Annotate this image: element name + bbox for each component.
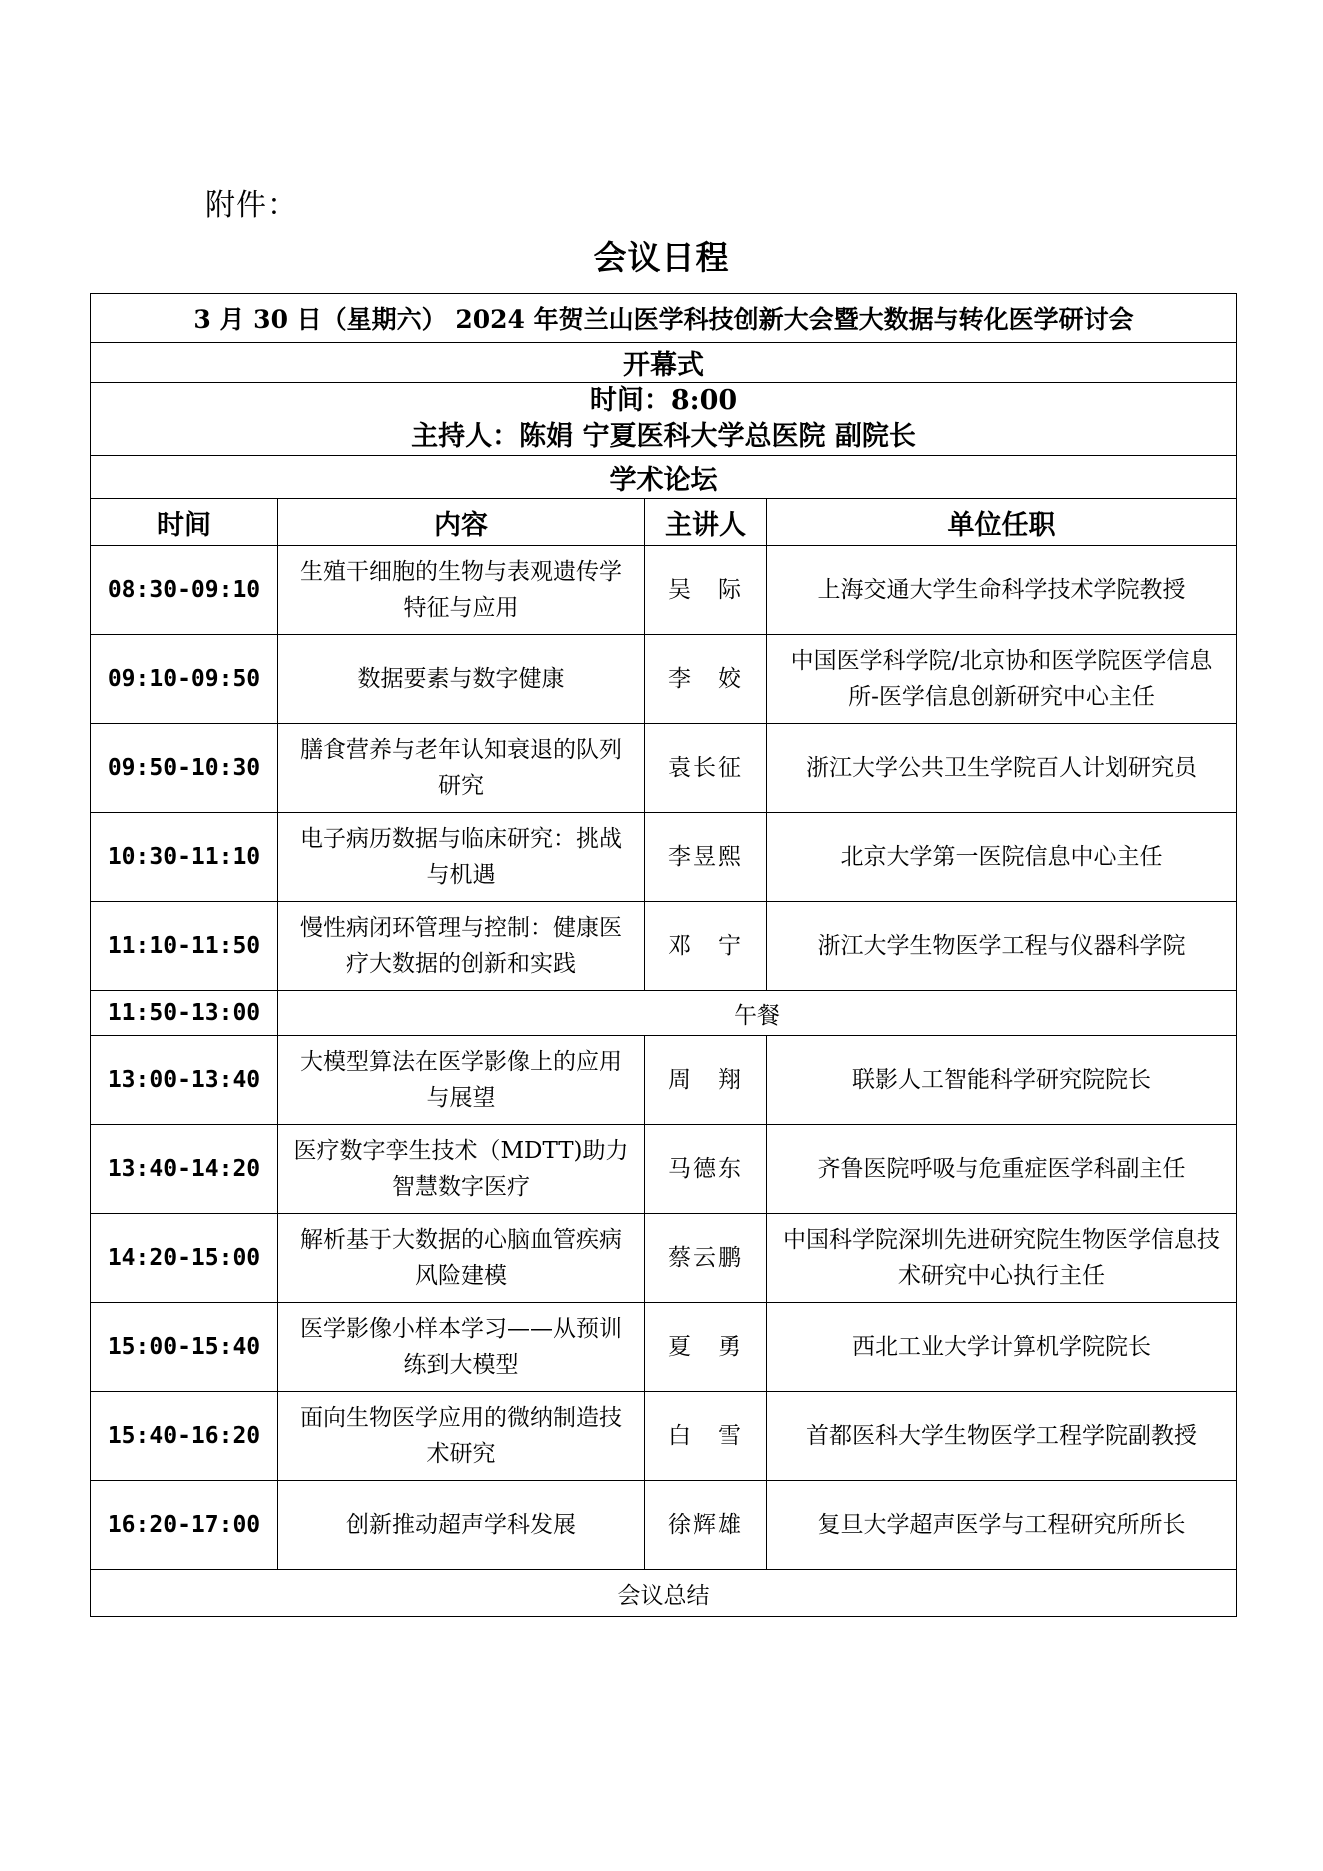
session-time: 09:50-10:30 — [91, 724, 278, 813]
session-topic: 创新推动超声学科发展 — [278, 1481, 645, 1570]
opening-host: 主持人：陈娟 宁夏医科大学总医院 副院长 — [411, 421, 916, 452]
session-org: 复旦大学超声医学与工程研究所所长 — [767, 1481, 1237, 1570]
session-time: 14:20-15:00 — [91, 1214, 278, 1303]
lunch-time: 11:50-13:00 — [91, 991, 278, 1036]
session-speaker: 李 姣 — [645, 635, 767, 724]
session-org: 浙江大学公共卫生学院百人计划研究员 — [767, 724, 1237, 813]
schedule-table — [90, 293, 1237, 1617]
session-row — [91, 813, 1237, 902]
session-speaker: 白 雪 — [645, 1392, 767, 1481]
session-speaker: 邓 宁 — [645, 902, 767, 991]
summary-label: 会议总结 — [91, 1570, 1237, 1617]
session-org: 上海交通大学生命科学技术学院教授 — [767, 546, 1237, 635]
session-speaker: 夏 勇 — [645, 1303, 767, 1392]
session-time: 08:30-09:10 — [91, 546, 278, 635]
session-row — [91, 724, 1237, 813]
session-topic: 大模型算法在医学影像上的应用与展望 — [278, 1036, 645, 1125]
session-row — [91, 1392, 1237, 1481]
session-org: 西北工业大学计算机学院院长 — [767, 1303, 1237, 1392]
session-org: 齐鲁医院呼吸与危重症医学科副主任 — [767, 1125, 1237, 1214]
day-header-row — [91, 294, 1237, 343]
session-row — [91, 1125, 1237, 1214]
session-org: 中国医学科学院/北京协和医学院医学信息所-医学信息创新研究中心主任 — [767, 635, 1237, 724]
session-org: 联影人工智能科学研究院院长 — [767, 1036, 1237, 1125]
session-speaker: 马德东 — [645, 1125, 767, 1214]
session-topic: 生殖干细胞的生物与表观遗传学特征与应用 — [278, 546, 645, 635]
session-row — [91, 1303, 1237, 1392]
session-speaker: 周 翔 — [645, 1036, 767, 1125]
session-time: 11:10-11:50 — [91, 902, 278, 991]
session-time: 15:40-16:20 — [91, 1392, 278, 1481]
session-time: 16:20-17:00 — [91, 1481, 278, 1570]
attachment-label: 附件： — [205, 188, 298, 223]
session-topic: 医学影像小样本学习——从预训练到大模型 — [278, 1303, 645, 1392]
session-time: 15:00-15:40 — [91, 1303, 278, 1392]
session-speaker: 袁长征 — [645, 724, 767, 813]
column-header-time: 时间 — [91, 499, 278, 546]
session-org: 浙江大学生物医学工程与仪器科学院 — [767, 902, 1237, 991]
session-row — [91, 635, 1237, 724]
column-header-org: 单位任职 — [767, 499, 1237, 546]
session-time: 13:00-13:40 — [91, 1036, 278, 1125]
session-time: 09:10-09:50 — [91, 635, 278, 724]
session-speaker: 李昱熙 — [645, 813, 767, 902]
column-header-speaker: 主讲人 — [645, 499, 767, 546]
session-topic: 面向生物医学应用的微纳制造技术研究 — [278, 1392, 645, 1481]
summary-row — [91, 1570, 1237, 1617]
lunch-label: 午餐 — [278, 991, 1237, 1036]
session-row — [91, 546, 1237, 635]
session-row — [91, 1036, 1237, 1125]
session-topic: 膳食营养与老年认知衰退的队列研究 — [278, 724, 645, 813]
column-header-topic: 内容 — [278, 499, 645, 546]
forum-label: 学术论坛 — [91, 456, 1237, 499]
session-row — [91, 1481, 1237, 1570]
session-org: 首都医科大学生物医学工程学院副教授 — [767, 1392, 1237, 1481]
day-header: 3 月 30 日（星期六） 2024 年贺兰山医学科技创新大会暨大数据与转化医学研讨会 — [91, 294, 1237, 343]
session-topic: 电子病历数据与临床研究：挑战与机遇 — [278, 813, 645, 902]
session-speaker: 徐辉雄 — [645, 1481, 767, 1570]
column-header-row — [91, 499, 1237, 546]
lunch-row — [91, 991, 1237, 1036]
session-topic: 数据要素与数字健康 — [278, 635, 645, 724]
session-topic: 解析基于大数据的心脑血管疾病风险建模 — [278, 1214, 645, 1303]
session-row — [91, 902, 1237, 991]
page-title: 会议日程 — [593, 238, 730, 277]
session-org: 北京大学第一医院信息中心主任 — [767, 813, 1237, 902]
forum-row — [91, 456, 1237, 499]
session-time: 13:40-14:20 — [91, 1125, 278, 1214]
session-org: 中国科学院深圳先进研究院生物医学信息技术研究中心执行主任 — [767, 1214, 1237, 1303]
session-topic: 医疗数字孪生技术（MDTT)助力智慧数字医疗 — [278, 1125, 645, 1214]
session-topic: 慢性病闭环管理与控制：健康医疗大数据的创新和实践 — [278, 902, 645, 991]
session-speaker: 蔡云鹏 — [645, 1214, 767, 1303]
session-time: 10:30-11:10 — [91, 813, 278, 902]
opening-label: 开幕式 — [91, 343, 1237, 383]
session-row — [91, 1214, 1237, 1303]
opening-meta-row — [91, 383, 1237, 456]
session-speaker: 吴 际 — [645, 546, 767, 635]
opening-time: 时间：8:00 — [589, 385, 738, 416]
opening-meta — [91, 383, 1237, 456]
opening-row — [91, 343, 1237, 383]
